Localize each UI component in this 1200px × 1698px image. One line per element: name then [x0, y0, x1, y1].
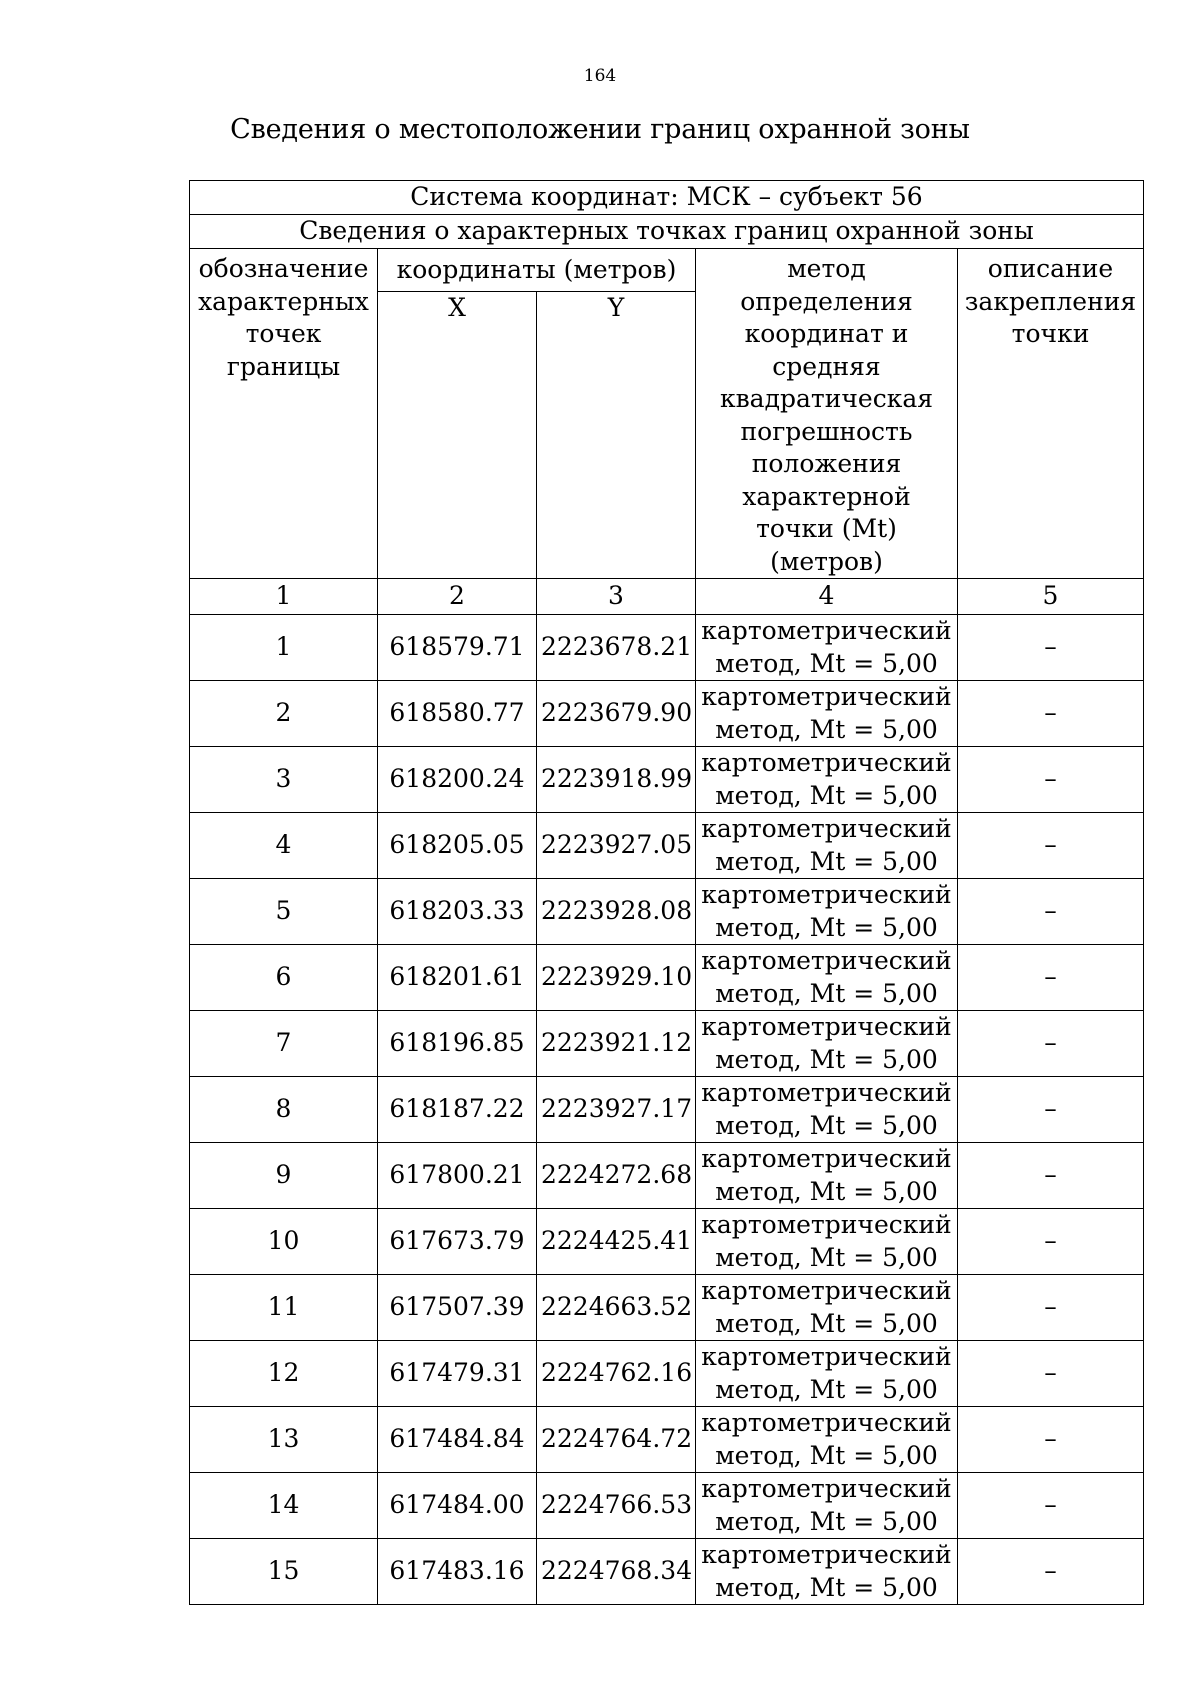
- table-row: [190, 681, 1144, 747]
- description-cell: –: [958, 1341, 1144, 1407]
- point-cell: 15: [190, 1539, 378, 1605]
- table-row: [190, 1011, 1144, 1077]
- header-point-designation: обозначение характерных точек границы: [190, 249, 378, 579]
- table-row: [190, 879, 1144, 945]
- method-line-2: метод, Mt = 5,00: [715, 978, 938, 1008]
- description-cell: –: [958, 1539, 1144, 1605]
- y-coordinate-cell: 2223928.08: [537, 879, 696, 945]
- column-number: 3: [537, 579, 696, 615]
- point-cell: 10: [190, 1209, 378, 1275]
- table-row: [190, 1539, 1144, 1605]
- x-coordinate-cell: 617673.79: [378, 1209, 537, 1275]
- method-line-1: картометрический: [701, 1540, 952, 1569]
- method-line-1: картометрический: [701, 1210, 952, 1239]
- method-line-2: метод, Mt = 5,00: [715, 1110, 938, 1140]
- point-cell: 5: [190, 879, 378, 945]
- description-cell: –: [958, 747, 1144, 813]
- table-row: [190, 1473, 1144, 1539]
- x-coordinate-cell: 617484.00: [378, 1473, 537, 1539]
- x-coordinate-cell: 618203.33: [378, 879, 537, 945]
- description-cell: –: [958, 879, 1144, 945]
- y-coordinate-cell: 2224272.68: [537, 1143, 696, 1209]
- method-line-1: картометрический: [701, 682, 952, 711]
- table-row: [190, 1341, 1144, 1407]
- y-coordinate-cell: 2223927.05: [537, 813, 696, 879]
- method-line-1: картометрический: [701, 880, 952, 909]
- y-coordinate-cell: 2224425.41: [537, 1209, 696, 1275]
- table-row: [190, 615, 1144, 681]
- y-coordinate-cell: 2223927.17: [537, 1077, 696, 1143]
- method-cell: [696, 1143, 958, 1209]
- method-cell: [696, 1341, 958, 1407]
- method-cell: [696, 1077, 958, 1143]
- description-cell: –: [958, 615, 1144, 681]
- method-cell: [696, 615, 958, 681]
- y-coordinate-cell: 2224663.52: [537, 1275, 696, 1341]
- y-coordinate-cell: 2223929.10: [537, 945, 696, 1011]
- x-coordinate-cell: 618187.22: [378, 1077, 537, 1143]
- method-line-2: метод, Mt = 5,00: [715, 780, 938, 810]
- method-cell: [696, 945, 958, 1011]
- description-cell: –: [958, 1473, 1144, 1539]
- header-method: метод определения координат и средняя квадратическая погрешность положения характерной точки (Mt) (метров): [696, 249, 958, 579]
- header-coordinates: координаты (метров): [378, 249, 696, 292]
- x-coordinate-cell: 618200.24: [378, 747, 537, 813]
- y-coordinate-cell: 2224766.53: [537, 1473, 696, 1539]
- table-row: [190, 1143, 1144, 1209]
- method-line-1: картометрический: [701, 1276, 952, 1305]
- description-cell: –: [958, 813, 1144, 879]
- method-line-2: метод, Mt = 5,00: [715, 1176, 938, 1206]
- table-row: [190, 1275, 1144, 1341]
- y-coordinate-cell: 2223921.12: [537, 1011, 696, 1077]
- method-cell: [696, 1011, 958, 1077]
- point-cell: 3: [190, 747, 378, 813]
- x-coordinate-cell: 618205.05: [378, 813, 537, 879]
- point-cell: 8: [190, 1077, 378, 1143]
- description-cell: –: [958, 681, 1144, 747]
- x-coordinate-cell: 618201.61: [378, 945, 537, 1011]
- method-line-1: картометрический: [701, 616, 952, 645]
- method-cell: [696, 1407, 958, 1473]
- x-coordinate-cell: 617507.39: [378, 1275, 537, 1341]
- x-coordinate-cell: 617483.16: [378, 1539, 537, 1605]
- column-number: 4: [696, 579, 958, 615]
- y-coordinate-cell: 2224762.16: [537, 1341, 696, 1407]
- x-coordinate-cell: 618196.85: [378, 1011, 537, 1077]
- x-coordinate-cell: 618580.77: [378, 681, 537, 747]
- method-line-2: метод, Mt = 5,00: [715, 648, 938, 678]
- method-line-1: картометрический: [701, 946, 952, 975]
- method-cell: [696, 1209, 958, 1275]
- description-cell: –: [958, 1143, 1144, 1209]
- point-cell: 2: [190, 681, 378, 747]
- column-number: 2: [378, 579, 537, 615]
- method-cell: [696, 1275, 958, 1341]
- method-cell: [696, 879, 958, 945]
- method-cell: [696, 681, 958, 747]
- y-coordinate-cell: 2224768.34: [537, 1539, 696, 1605]
- method-line-1: картометрический: [701, 814, 952, 843]
- description-cell: –: [958, 1077, 1144, 1143]
- table-subtitle: Сведения о характерных точках границ охранной зоны: [190, 215, 1144, 249]
- method-line-1: картометрический: [701, 1342, 952, 1371]
- method-cell: [696, 813, 958, 879]
- coordinate-system-header: Система координат: МСК – субъект 56: [190, 181, 1144, 215]
- page-number: 164: [583, 66, 617, 86]
- description-cell: –: [958, 945, 1144, 1011]
- y-coordinate-cell: 2224764.72: [537, 1407, 696, 1473]
- x-coordinate-cell: 618579.71: [378, 615, 537, 681]
- method-cell: [696, 1539, 958, 1605]
- table-row: [190, 1077, 1144, 1143]
- point-cell: 7: [190, 1011, 378, 1077]
- method-cell: [696, 1473, 958, 1539]
- description-cell: –: [958, 1011, 1144, 1077]
- point-cell: 12: [190, 1341, 378, 1407]
- method-line-2: метод, Mt = 5,00: [715, 1374, 938, 1404]
- header-x: X: [378, 292, 537, 579]
- y-coordinate-cell: 2223918.99: [537, 747, 696, 813]
- page-title: Сведения о местоположении границ охранной зоны: [230, 114, 970, 145]
- column-number: 1: [190, 579, 378, 615]
- description-cell: –: [958, 1209, 1144, 1275]
- table-row: [190, 945, 1144, 1011]
- method-line-1: картометрический: [701, 748, 952, 777]
- method-line-1: картометрический: [701, 1012, 952, 1041]
- method-line-2: метод, Mt = 5,00: [715, 1242, 938, 1272]
- table-row: [190, 813, 1144, 879]
- column-number: 5: [958, 579, 1144, 615]
- method-line-1: картометрический: [701, 1408, 952, 1437]
- coordinates-table: [189, 180, 1144, 1605]
- point-cell: 9: [190, 1143, 378, 1209]
- description-cell: –: [958, 1275, 1144, 1341]
- description-cell: –: [958, 1407, 1144, 1473]
- header-description: описание закрепления точки: [958, 249, 1144, 579]
- x-coordinate-cell: 617484.84: [378, 1407, 537, 1473]
- point-cell: 6: [190, 945, 378, 1011]
- y-coordinate-cell: 2223678.21: [537, 615, 696, 681]
- point-cell: 13: [190, 1407, 378, 1473]
- y-coordinate-cell: 2223679.90: [537, 681, 696, 747]
- table-row: [190, 1407, 1144, 1473]
- method-line-2: метод, Mt = 5,00: [715, 1308, 938, 1338]
- point-cell: 11: [190, 1275, 378, 1341]
- method-line-2: метод, Mt = 5,00: [715, 1572, 938, 1602]
- method-line-2: метод, Mt = 5,00: [715, 1440, 938, 1470]
- table-row: [190, 747, 1144, 813]
- method-line-2: метод, Mt = 5,00: [715, 714, 938, 744]
- method-line-1: картометрический: [701, 1474, 952, 1503]
- table-row: [190, 1209, 1144, 1275]
- method-line-2: метод, Mt = 5,00: [715, 846, 938, 876]
- x-coordinate-cell: 617479.31: [378, 1341, 537, 1407]
- method-line-1: картометрический: [701, 1144, 952, 1173]
- header-y: Y: [537, 292, 696, 579]
- method-line-2: метод, Mt = 5,00: [715, 1044, 938, 1074]
- method-line-2: метод, Mt = 5,00: [715, 1506, 938, 1536]
- point-cell: 14: [190, 1473, 378, 1539]
- method-line-2: метод, Mt = 5,00: [715, 912, 938, 942]
- point-cell: 4: [190, 813, 378, 879]
- point-cell: 1: [190, 615, 378, 681]
- method-line-1: картометрический: [701, 1078, 952, 1107]
- method-cell: [696, 747, 958, 813]
- x-coordinate-cell: 617800.21: [378, 1143, 537, 1209]
